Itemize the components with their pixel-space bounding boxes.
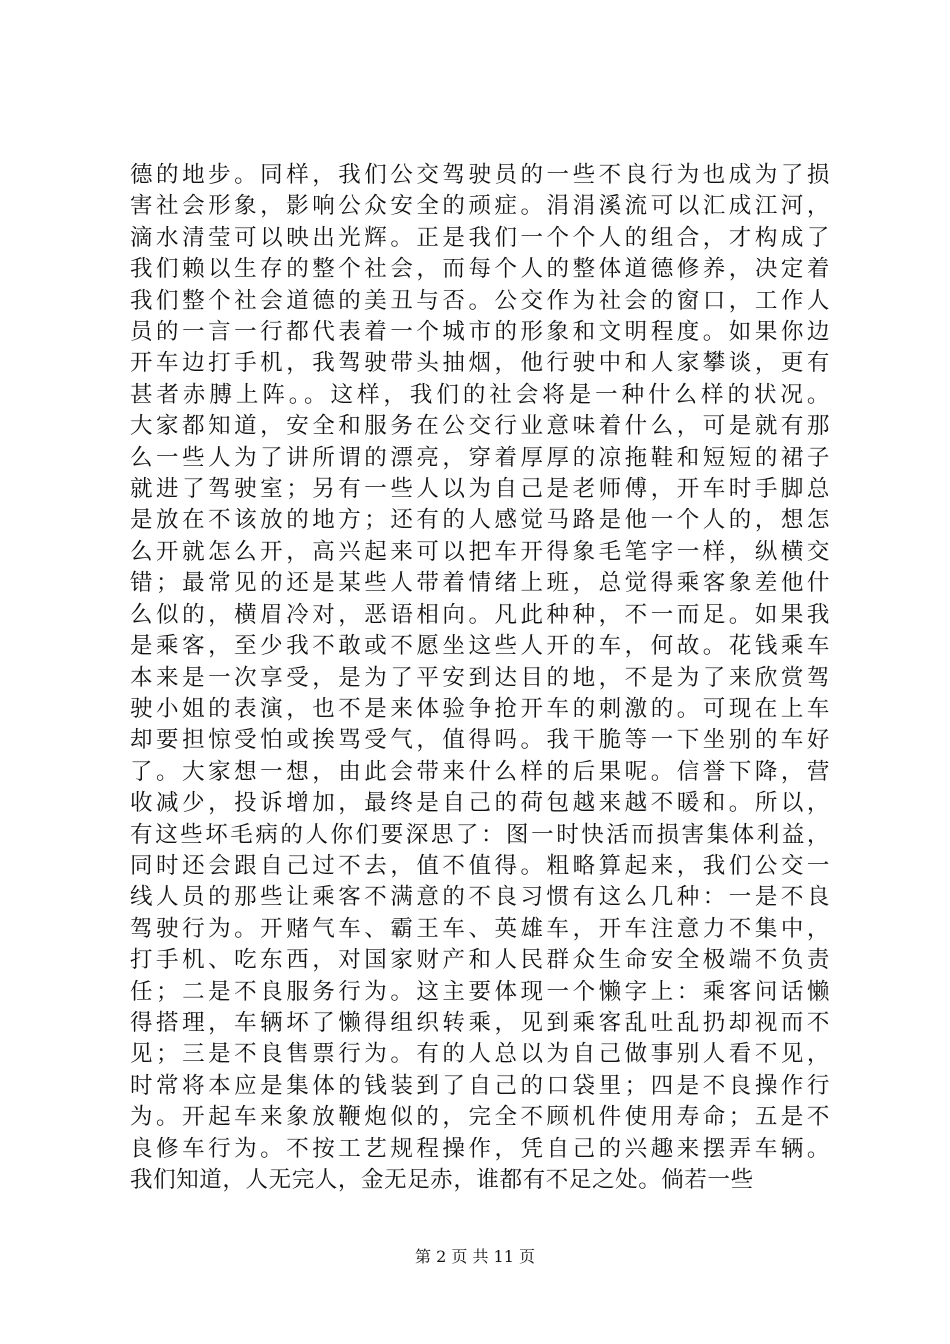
text-line: 错；最常见的还是某些人带着情绪上班，总觉得乘客象差他什 xyxy=(130,570,830,597)
text-line: 打手机、吃东西，对国家财产和人民群众生命安全极端不负责 xyxy=(130,947,830,974)
text-line: 是乘客，至少我不敢或不愿坐这些人开的车，何故。花钱乘车 xyxy=(130,633,830,660)
text-line: 德的地步。同样，我们公交驾驶员的一些不良行为也成为了损 xyxy=(130,162,830,188)
text-line: 害社会形象，影响公众安全的顽症。涓涓溪流可以汇成江河， xyxy=(130,193,830,220)
text-line: 滴水清莹可以映出光辉。正是我们一个个人的组合，才构成了 xyxy=(130,224,830,251)
text-line: 同时还会跟自己过不去，值不值得。粗略算起来，我们公交一 xyxy=(130,852,830,879)
text-line: 是放在不该放的地方；还有的人感觉马路是他一个人的，想怎 xyxy=(130,507,830,534)
text-line: 却要担惊受怕或挨骂受气，值得吗。我干脆等一下坐别的车好 xyxy=(130,727,830,754)
text-line: 时常将本应是集体的钱装到了自己的口袋里；四是不良操作行 xyxy=(130,1072,830,1099)
text-line: 我们整个社会道德的美丑与否。公交作为社会的窗口，工作人 xyxy=(130,287,830,314)
text-line: 收减少，投诉增加，最终是自己的荷包越来越不暖和。所以， xyxy=(130,790,830,817)
text-line: 么一些人为了讲所谓的漂亮，穿着厚厚的凉拖鞋和短短的裙子 xyxy=(130,444,830,471)
text-line: 驾驶行为。开赌气车、霸王车、英雄车，开车注意力不集中， xyxy=(130,915,830,942)
text-line: 么似的，横眉冷对，恶语相向。凡此种种，不一而足。如果我 xyxy=(130,601,830,628)
text-line: 甚者赤膊上阵。。这样，我们的社会将是一种什么样的状况。 xyxy=(130,381,830,408)
text-line: 就进了驾驶室；另有一些人以为自己是老师傅，开车时手脚总 xyxy=(130,476,830,503)
text-line: 大家都知道，安全和服务在公交行业意味着什么，可是就有那 xyxy=(130,413,830,440)
text-line: 得搭理，车辆坏了懒得组织转乘，见到乘客乱吐乱扔却视而不 xyxy=(130,1009,830,1036)
text-line: 我们知道，人无完人，金无足赤，谁都有不足之处。倘若一些 xyxy=(130,1167,754,1193)
text-line: 见；三是不良售票行为。有的人总以为自己做事别人看不见， xyxy=(130,1041,830,1068)
text-line: 了。大家想一想，由此会带来什么样的后果呢。信誉下降，营 xyxy=(130,758,830,785)
body-text xyxy=(130,160,830,1196)
text-line: 员的一言一行都代表着一个城市的形象和文明程度。如果你边 xyxy=(130,319,830,346)
text-line: 有这些坏毛病的人你们要深思了：图一时快活而损害集体利益， xyxy=(130,821,830,848)
text-line: 线人员的那些让乘客不满意的不良习惯有这么几种：一是不良 xyxy=(130,884,830,911)
text-line: 本来是一次享受，是为了平安到达目的地，不是为了来欣赏驾 xyxy=(130,664,830,691)
text-line: 驶小姐的表演，也不是来体验争抢开车的刺激的。可现在上车 xyxy=(130,695,830,722)
page-footer: 第 2 页 共 11 页 xyxy=(415,1247,535,1266)
text-line: 为。开起车来象放鞭炮似的，完全不顾机件使用寿命；五是不 xyxy=(130,1104,830,1131)
text-line: 良修车行为。不按工艺规程操作，凭自己的兴趣来摆弄车辆。 xyxy=(130,1135,830,1162)
text-line: 开车边打手机，我驾驶带头抽烟，他行驶中和人家攀谈，更有 xyxy=(130,350,830,377)
text-line: 我们赖以生存的整个社会，而每个人的整体道德修养，决定着 xyxy=(130,256,830,283)
text-line: 么开就怎么开，高兴起来可以把车开得象毛笔字一样，纵横交 xyxy=(130,538,830,565)
text-line: 任；二是不良服务行为。这主要体现一个懒字上：乘客问话懒 xyxy=(130,978,830,1005)
